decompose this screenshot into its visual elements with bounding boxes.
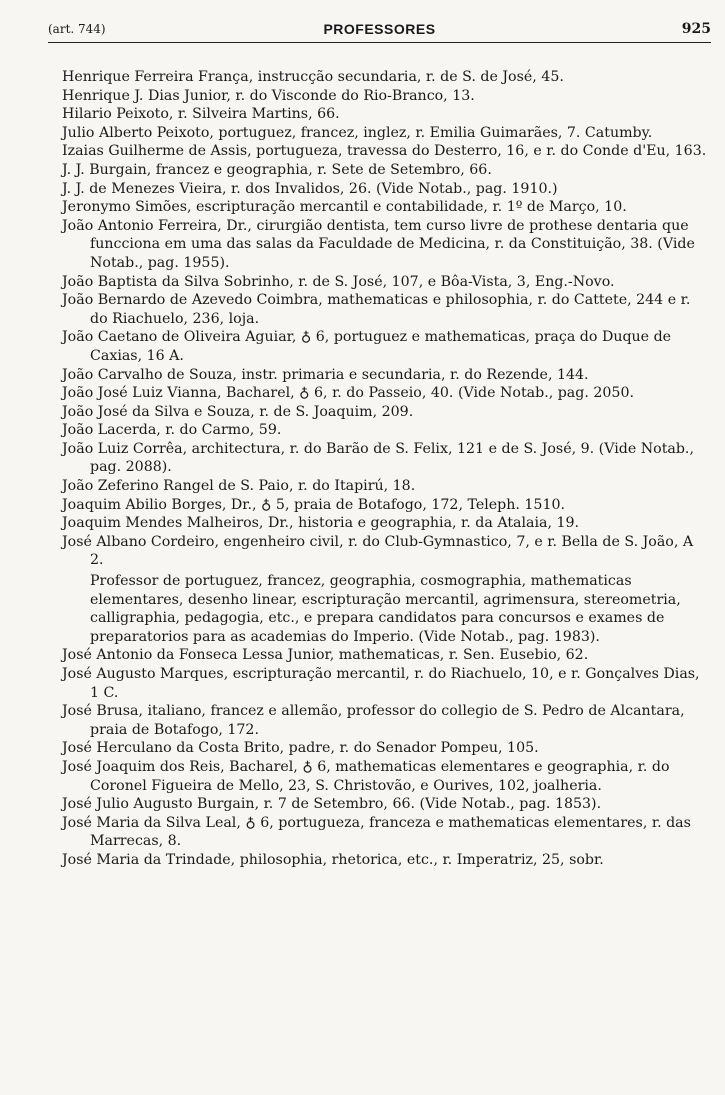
list-item: José Joaquim dos Reis, Bacharel, ♁ 6, mathematicas elementares e geographia, r. do Coronel Figueira de Mello, 23, S. Christovão, e Ourives, 102, joalheria. — [62, 758, 670, 794]
list-item: José Maria da Trindade, philosophia, rhetorica, etc., r. Imperatriz, 25, sobr. — [62, 851, 604, 868]
list-item: João Baptista da Silva Sobrinho, r. de S. José, 107, e Bôa-Vista, 3, Eng.-Novo. — [62, 273, 615, 290]
list-item: J. J. Burgain, francez e geographia, r. Sete de Setembro, 66. — [62, 161, 492, 178]
list-item: José Maria da Silva Leal, ♁ 6, portugueza, franceza e mathematicas elementares, r. das Marrecas, 8. — [62, 814, 691, 850]
list-item: João Luiz Corrêa, architectura, r. do Barão de S. Felix, 121 e de S. José, 9. (Vide Notab., pag. 2088). — [62, 440, 694, 476]
list-item: João Bernardo de Azevedo Coimbra, mathematicas e philosophia, r. do Cattete, 244 e r. do Riachuelo, 236, loja. — [62, 292, 691, 327]
article-reference: (art. 744) — [48, 22, 106, 36]
list-item-description: Professor de portuguez, francez, geographia, cosmographia, mathematicas elementares, desenho linear, escripturação mercantil, agrimensura, stereometria, calligraphia, pedagogia, etc., e prepara candidatos para concursos e exames de preparatorios para as academias do Imperio. (Vide Notab., pag. 1983). — [90, 573, 681, 645]
list-item: J. J. de Menezes Vieira, r. dos Invalidos, 26. (Vide Notab., pag. 1910.) — [62, 180, 558, 197]
list-item: José Albano Cordeiro, engenheiro civil, r. do Club-Gymnastico, 7, e r. Bella de S. João, A 2. — [62, 533, 694, 569]
list-item: José Julio Augusto Burgain, r. 7 de Setembro, 66. (Vide Notab., pag. 1853). — [62, 796, 602, 813]
list-item: Jeronymo Simões, escripturação mercantil e contabilidade, r. 1º de Março, 10. — [62, 199, 627, 216]
list-item: João Lacerda, r. do Carmo, 59. — [62, 422, 282, 439]
list-item: João Antonio Ferreira, Dr., cirurgião dentista, tem curso livre de prothese dentaria que funcciona em uma das salas da Faculdade de Medicina, r. da Constituição, 38. (Vide Notab., pag. 1955). — [62, 217, 695, 271]
page-number: 925 — [681, 21, 711, 37]
list-item: Henrique Ferreira França, instrucção secundaria, r. de S. de José, 45. — [62, 69, 564, 85]
list-item: Henrique J. Dias Junior, r. do Visconde do Rio-Branco, 13. — [62, 87, 475, 104]
list-item: João Carvalho de Souza, instr. primaria e secundaria, r. do Rezende, 144. — [62, 366, 589, 383]
list-item: João Caetano de Oliveira Aguiar, ♁ 6, portuguez e mathematicas, praça do Duque de Caxias, 16 A. — [62, 329, 672, 364]
list-item: Hilario Peixoto, r. Silveira Martins, 66. — [62, 106, 340, 123]
list-item: João José Luiz Vianna, Bacharel, ♁ 6, r. do Passeio, 40. (Vide Notab., pag. 2050. — [62, 385, 634, 402]
list-item: Julio Alberto Peixoto, portuguez, francez, inglez, r. Emilia Guimarães, 7. Catumby. — [62, 124, 653, 141]
list-item: João José da Silva e Souza, r. de S. Joaquim, 209. — [62, 403, 414, 420]
list-item: Joaquim Mendes Malheiros, Dr., historia e geographia, r. da Atalaia, 19. — [62, 515, 580, 532]
list-item: José Antonio da Fonseca Lessa Junior, mathematicas, r. Sen. Eusebio, 62. — [62, 647, 589, 664]
list-item: Izaias Guilherme de Assis, portugueza, travessa do Desterro, 16, e r. do Conde d'Eu, 163. — [62, 143, 707, 160]
page-title: PROFESSORES — [323, 21, 436, 37]
page-header — [48, 20, 711, 43]
list-item: José Herculano da Costa Brito, padre, r. do Senador Pompeu, 105. — [62, 740, 539, 757]
directory-list — [62, 68, 711, 870]
list-item: José Augusto Marques, escripturação mercantil, r. do Riachuelo, 10, e r. Gonçalves Dias, 1 C. — [62, 666, 700, 701]
list-item: Joaquim Abilio Borges, Dr., ♁ 5, praia de Botafogo, 172, Teleph. 1510. — [62, 496, 566, 513]
list-item: José Brusa, italiano, francez e allemão, professor do collegio de S. Pedro de Alcantara, praia de Botafogo, 172. — [62, 703, 685, 738]
list-item: João Zeferino Rangel de S. Paio, r. do Itapirú, 18. — [62, 478, 416, 495]
